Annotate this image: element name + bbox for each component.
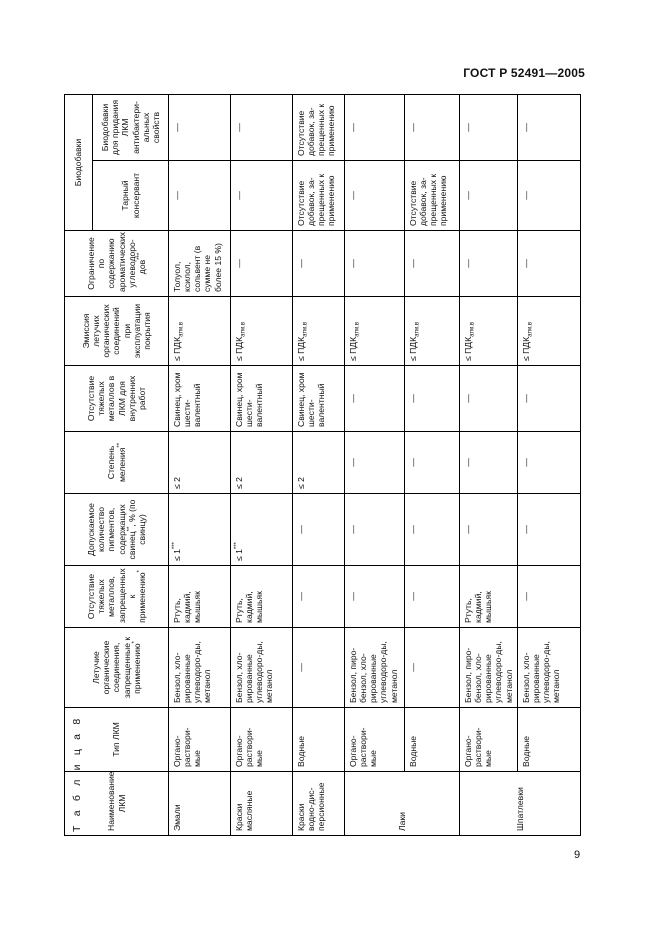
- cell-heavy: —: [405, 566, 460, 628]
- header-pigments-text: Допускаемое количество пигментов, содержащих свинец: [86, 503, 137, 560]
- requirements-table: [64, 94, 581, 836]
- cell-emission: [517, 297, 580, 366]
- header-aromatic-text: Ограничение по содержанию ароматических углеводоро-дов: [86, 232, 147, 292]
- rotated-table-inner: [64, 95, 579, 836]
- cell-type: Органо-раствори-мые: [460, 708, 518, 772]
- cell-heavy: —: [293, 566, 345, 628]
- cell-pigments: —: [345, 494, 405, 566]
- cell-emission: [405, 297, 460, 366]
- cell-grind: ≤ 2: [169, 432, 231, 494]
- cell-container: —: [169, 161, 231, 231]
- cell-emission-sub: атм.в: [414, 321, 421, 337]
- cell-pigments-sup: ***: [234, 542, 241, 550]
- cell-pigments: —: [405, 494, 460, 566]
- cell-pigments-text: ≤ 1: [234, 549, 244, 561]
- cell-pigments-sup: ***: [172, 542, 179, 550]
- header-pigments: [65, 494, 169, 566]
- rotated-table-area: [64, 95, 579, 836]
- cell-volatile: Бензол, хло-рированные углеводоро-ды, метанол: [517, 628, 580, 708]
- cell-name: Шпатлевки: [460, 772, 581, 836]
- cell-metals-interior: Свинец, хром шести-валентный: [169, 366, 231, 432]
- cell-volatile: Бензол, хло-рированные углеводоро-ды, метанол: [231, 628, 293, 708]
- cell-heavy: —: [517, 566, 580, 628]
- table-row: [460, 95, 518, 836]
- cell-type: Водные: [293, 708, 345, 772]
- cell-container: —: [345, 161, 405, 231]
- cell-volatile: Бензол, хло-рированные углеводоро-ды, метанол: [169, 628, 231, 708]
- cell-container: Отсутствие добавок, за-прещенных к применению: [405, 161, 460, 231]
- cell-volatile: —: [405, 628, 460, 708]
- cell-emission-text: ≤ ПДК: [348, 336, 358, 361]
- cell-emission-text: ≤ ПДК: [172, 336, 182, 361]
- cell-name: Краски водно-дис-персионные: [293, 772, 345, 836]
- cell-emission-sub: атм.в: [469, 321, 476, 337]
- header-heavy-metals: [65, 566, 169, 628]
- header-antibacterial: Биодобавки для придания ЛКМ антибактери-альных свойств: [93, 95, 169, 161]
- cell-emission: [293, 297, 345, 366]
- cell-heavy: Ртуть, кадмий, мышьяк: [169, 566, 231, 628]
- header-emission: Эмиссия летучих органических соединений при эксплуатации покрытия: [65, 297, 169, 366]
- header-volatile-sup: *: [131, 641, 138, 644]
- cell-metals-interior: Свинец, хром шести-валентный: [231, 366, 293, 432]
- header-metals-interior: Отсутствие тяжелых металлов в ЛКМ для внутренних работ: [65, 366, 169, 432]
- header-volatile-text: Летучие органические соединения, запрещенные к применению: [91, 636, 142, 699]
- cell-aromatic: Толуол, ксилол, сольвент (в сумме не более 15 %): [169, 231, 231, 297]
- cell-pigments: —: [517, 494, 580, 566]
- header-grinding: [65, 432, 169, 494]
- cell-antibacterial: —: [345, 95, 405, 161]
- cell-antibacterial: —: [517, 95, 580, 161]
- table-row: [169, 95, 231, 836]
- cell-emission: [169, 297, 231, 366]
- cell-metals-interior: —: [405, 366, 460, 432]
- cell-grind: —: [405, 432, 460, 494]
- header-biocides: Биодобавки: [65, 95, 93, 231]
- table-row: [517, 95, 580, 836]
- header-container: Тарный консервант: [93, 161, 169, 231]
- document-header: ГОСТ Р 52491—2005: [463, 66, 585, 80]
- header-pigments-suffix: , % (по свинцу): [126, 499, 147, 545]
- cell-emission-text: ≤ ПДК: [520, 336, 531, 361]
- cell-aromatic: —: [460, 231, 518, 297]
- header-type: Тип ЛКМ: [65, 708, 169, 772]
- header-aromatic: [65, 231, 169, 297]
- cell-emission-sub: атм.в: [354, 321, 361, 337]
- cell-pigments: —: [293, 494, 345, 566]
- header-grind-sup: **: [116, 442, 123, 448]
- header-volatile: [65, 628, 169, 708]
- cell-emission-sub: атм.в: [302, 321, 309, 337]
- cell-type: Водные: [405, 708, 460, 772]
- cell-container: —: [231, 161, 293, 231]
- cell-grind: ≤ 2: [293, 432, 345, 494]
- cell-antibacterial: —: [405, 95, 460, 161]
- cell-grind: ≤ 2: [231, 432, 293, 494]
- cell-emission-sub: атм.в: [178, 321, 185, 337]
- cell-emission-sub: атм.в: [527, 321, 534, 337]
- cell-grind: —: [345, 432, 405, 494]
- cell-aromatic: —: [405, 231, 460, 297]
- cell-antibacterial: —: [231, 95, 293, 161]
- cell-emission-text: ≤ ПДК: [408, 336, 418, 361]
- cell-metals-interior: Свинец, хром шести-валентный: [293, 366, 345, 432]
- cell-type: Органо-раствори-мые: [169, 708, 231, 772]
- cell-volatile: Бензол, пиро-бензол, хло-рированные углеводоро-ды, метанол: [460, 628, 518, 708]
- cell-grind: —: [460, 432, 518, 494]
- table-row: [231, 95, 293, 836]
- header-pigments-sup: **: [126, 526, 133, 532]
- cell-metals-interior: —: [345, 366, 405, 432]
- cell-volatile: Бензол, пиро-бензол, хло-рированные углеводоро-ды, метанол: [345, 628, 405, 708]
- page-number: 9: [574, 849, 581, 861]
- table-row: [293, 95, 345, 836]
- header-heavy-text: Отсутствие тяжелых металлов, запрещенных к применению: [86, 568, 147, 623]
- cell-type: Водные: [517, 708, 580, 772]
- cell-emission-text: ≤ ПДК: [463, 336, 473, 361]
- cell-emission: [460, 297, 518, 366]
- cell-metals-interior: —: [460, 366, 518, 432]
- cell-antibacterial: Отсутствие добавок, за-прещенных к применению: [293, 95, 345, 161]
- cell-name: Эмали: [169, 772, 231, 836]
- header-grind-text: Степень меления: [106, 445, 127, 483]
- cell-emission-sub: атм.в: [240, 321, 247, 337]
- cell-pigments: —: [460, 494, 518, 566]
- header-name: Наименование ЛКМ: [65, 772, 169, 836]
- cell-grind: —: [517, 432, 580, 494]
- cell-type: Органо-раствори-мые: [345, 708, 405, 772]
- table-row: [345, 95, 405, 836]
- table-caption: Т а б л и ц а 8: [71, 715, 83, 832]
- cell-aromatic: —: [517, 231, 580, 297]
- cell-container: —: [460, 161, 518, 231]
- cell-volatile: —: [293, 628, 345, 708]
- cell-aromatic: —: [293, 231, 345, 297]
- cell-pigments: [169, 494, 231, 566]
- cell-aromatic: —: [345, 231, 405, 297]
- cell-heavy: —: [345, 566, 405, 628]
- cell-name: Лаки: [345, 772, 460, 836]
- cell-antibacterial: —: [169, 95, 231, 161]
- cell-heavy: Ртуть, кадмий, мышьяк: [460, 566, 518, 628]
- cell-emission-text: ≤ ПДК: [234, 336, 244, 361]
- cell-name: Краски масляные: [231, 772, 293, 836]
- cell-emission: [345, 297, 405, 366]
- cell-emission: [231, 297, 293, 366]
- cell-container: —: [517, 161, 580, 231]
- cell-container: Отсутствие добавок, за-прещенных к применению: [293, 161, 345, 231]
- cell-heavy: Ртуть, кадмий, мышьяк: [231, 566, 293, 628]
- cell-pigments: [231, 494, 293, 566]
- header-heavy-sup: *: [136, 570, 143, 573]
- cell-emission-text: ≤ ПДК: [296, 336, 306, 361]
- cell-antibacterial: —: [460, 95, 518, 161]
- table-row: [405, 95, 460, 836]
- header-row-group: [65, 95, 93, 836]
- cell-metals-interior: —: [517, 366, 580, 432]
- cell-type: Органо-раствори-мые: [231, 708, 293, 772]
- cell-aromatic: —: [231, 231, 293, 297]
- cell-pigments-text: ≤ 1: [172, 549, 182, 561]
- header-aromatic-sup: ***: [136, 252, 143, 260]
